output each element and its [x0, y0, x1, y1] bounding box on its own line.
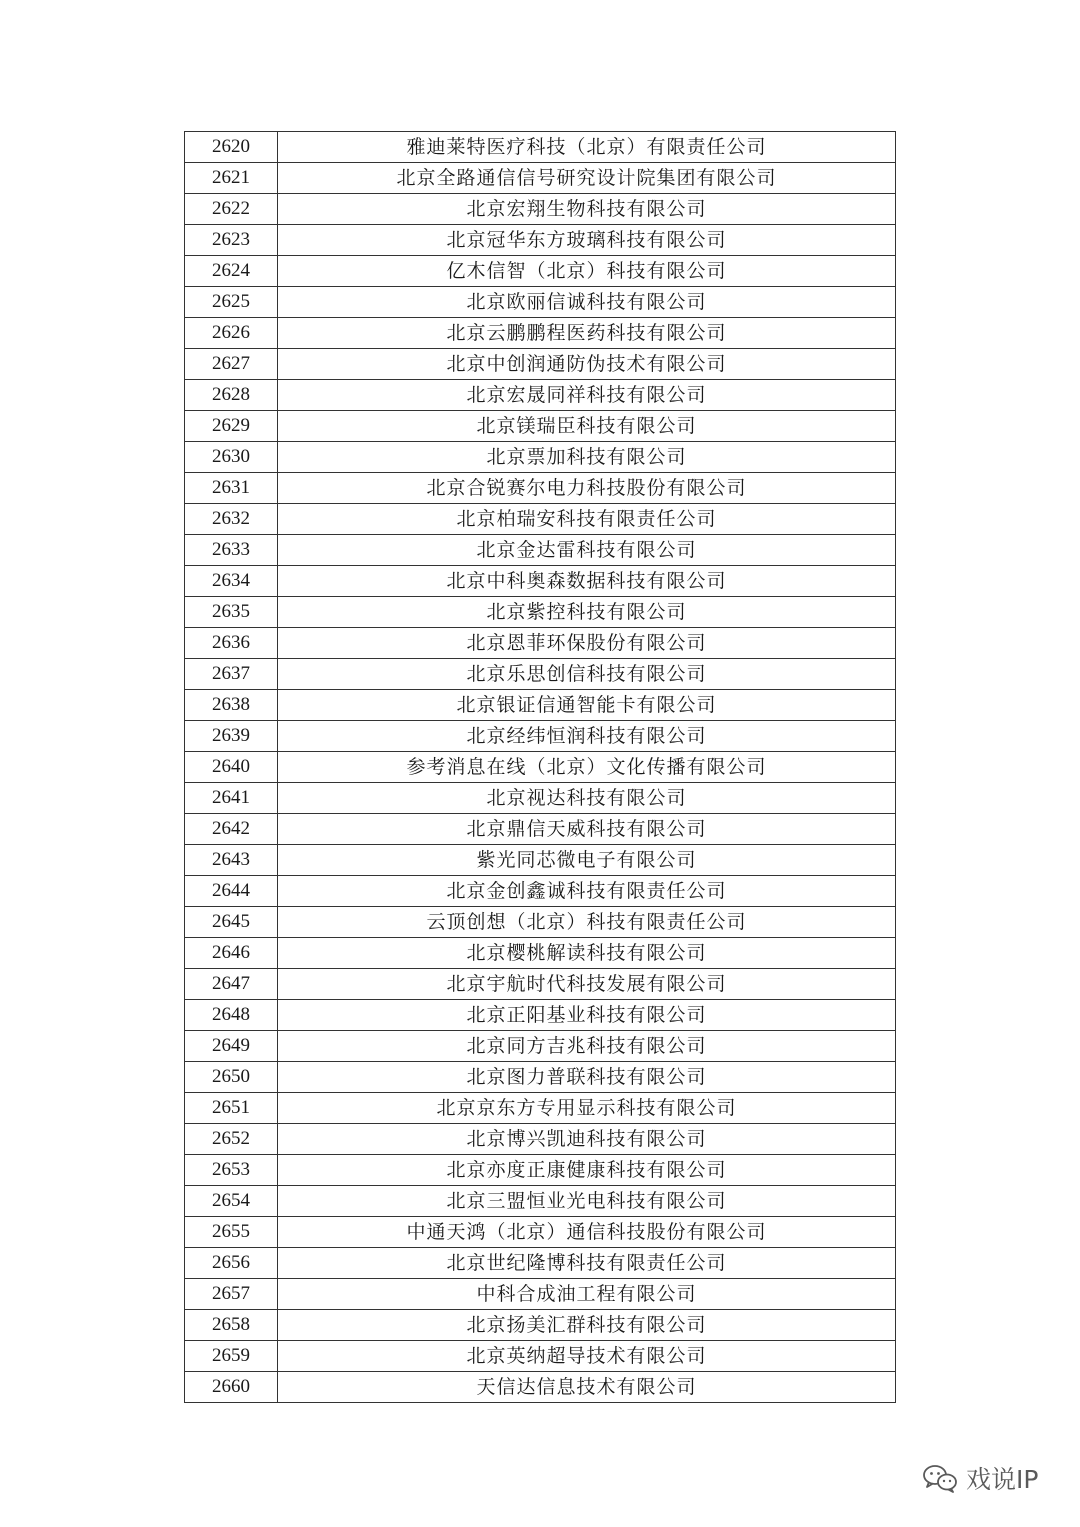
row-number: 2653 [185, 1155, 278, 1186]
row-number: 2641 [185, 783, 278, 814]
company-name: 北京中科奥森数据科技有限公司 [278, 566, 896, 597]
table-row [185, 1093, 896, 1124]
table-row [185, 194, 896, 225]
table-row [185, 969, 896, 1000]
row-number: 2624 [185, 256, 278, 287]
table-row [185, 876, 896, 907]
company-name: 北京博兴凯迪科技有限公司 [278, 1124, 896, 1155]
table-row [185, 752, 896, 783]
row-number: 2628 [185, 380, 278, 411]
company-name: 北京银证信通智能卡有限公司 [278, 690, 896, 721]
row-number: 2621 [185, 163, 278, 194]
company-name: 北京欧丽信诚科技有限公司 [278, 287, 896, 318]
table-row [185, 1341, 896, 1372]
company-name: 参考消息在线（北京）文化传播有限公司 [278, 752, 896, 783]
company-name: 亿木信智（北京）科技有限公司 [278, 256, 896, 287]
table-row [185, 907, 896, 938]
company-name: 北京金创鑫诚科技有限责任公司 [278, 876, 896, 907]
company-name: 北京镁瑞臣科技有限公司 [278, 411, 896, 442]
company-name: 中科合成油工程有限公司 [278, 1279, 896, 1310]
company-name: 北京金达雷科技有限公司 [278, 535, 896, 566]
row-number: 2656 [185, 1248, 278, 1279]
company-name: 北京宇航时代科技发展有限公司 [278, 969, 896, 1000]
company-name: 北京樱桃解读科技有限公司 [278, 938, 896, 969]
company-name: 雅迪莱特医疗科技（北京）有限责任公司 [278, 132, 896, 163]
table-row [185, 721, 896, 752]
company-name: 北京英纳超导技术有限公司 [278, 1341, 896, 1372]
wechat-icon [922, 1463, 958, 1493]
row-number: 2622 [185, 194, 278, 225]
company-name: 北京经纬恒润科技有限公司 [278, 721, 896, 752]
company-name: 北京正阳基业科技有限公司 [278, 1000, 896, 1031]
company-name: 紫光同芯微电子有限公司 [278, 845, 896, 876]
company-name: 北京票加科技有限公司 [278, 442, 896, 473]
company-name: 北京全路通信信号研究设计院集团有限公司 [278, 163, 896, 194]
company-name: 北京合锐赛尔电力科技股份有限公司 [278, 473, 896, 504]
company-name: 北京京东方专用显示科技有限公司 [278, 1093, 896, 1124]
table-row [185, 938, 896, 969]
table-row [185, 287, 896, 318]
table-row [185, 1217, 896, 1248]
row-number: 2654 [185, 1186, 278, 1217]
row-number: 2626 [185, 318, 278, 349]
company-name: 北京同方吉兆科技有限公司 [278, 1031, 896, 1062]
table-row [185, 318, 896, 349]
row-number: 2642 [185, 814, 278, 845]
table-row [185, 597, 896, 628]
company-name: 北京中创润通防伪技术有限公司 [278, 349, 896, 380]
table-row [185, 1124, 896, 1155]
table-row [185, 1000, 896, 1031]
table-row [185, 1031, 896, 1062]
table-row [185, 442, 896, 473]
table-row [185, 1248, 896, 1279]
company-name: 北京鼎信天威科技有限公司 [278, 814, 896, 845]
row-number: 2630 [185, 442, 278, 473]
row-number: 2644 [185, 876, 278, 907]
table-row [185, 1279, 896, 1310]
table-row [185, 225, 896, 256]
company-name: 中通天鸿（北京）通信科技股份有限公司 [278, 1217, 896, 1248]
table-row [185, 845, 896, 876]
row-number: 2659 [185, 1341, 278, 1372]
table-row [185, 1310, 896, 1341]
watermark [922, 1458, 1038, 1498]
company-name: 云顶创想（北京）科技有限责任公司 [278, 907, 896, 938]
row-number: 2640 [185, 752, 278, 783]
company-name: 北京宏晟同祥科技有限公司 [278, 380, 896, 411]
table-row [185, 349, 896, 380]
row-number: 2648 [185, 1000, 278, 1031]
company-table [184, 131, 896, 1403]
table-row [185, 783, 896, 814]
table-row [185, 473, 896, 504]
row-number: 2652 [185, 1124, 278, 1155]
company-name: 北京三盟恒业光电科技有限公司 [278, 1186, 896, 1217]
company-name: 天信达信息技术有限公司 [278, 1372, 896, 1403]
table-row [185, 132, 896, 163]
row-number: 2643 [185, 845, 278, 876]
company-name: 北京世纪隆博科技有限责任公司 [278, 1248, 896, 1279]
row-number: 2650 [185, 1062, 278, 1093]
table-body [185, 132, 896, 1403]
table-row [185, 1062, 896, 1093]
row-number: 2639 [185, 721, 278, 752]
row-number: 2635 [185, 597, 278, 628]
row-number: 2646 [185, 938, 278, 969]
row-number: 2629 [185, 411, 278, 442]
row-number: 2623 [185, 225, 278, 256]
row-number: 2636 [185, 628, 278, 659]
company-name: 北京亦度正康健康科技有限公司 [278, 1155, 896, 1186]
row-number: 2649 [185, 1031, 278, 1062]
row-number: 2620 [185, 132, 278, 163]
row-number: 2633 [185, 535, 278, 566]
row-number: 2655 [185, 1217, 278, 1248]
table-row [185, 1372, 896, 1403]
company-name: 北京乐思创信科技有限公司 [278, 659, 896, 690]
company-name: 北京紫控科技有限公司 [278, 597, 896, 628]
table-row [185, 504, 896, 535]
company-name: 北京视达科技有限公司 [278, 783, 896, 814]
company-name: 北京冠华东方玻璃科技有限公司 [278, 225, 896, 256]
company-name: 北京宏翔生物科技有限公司 [278, 194, 896, 225]
table-row [185, 163, 896, 194]
table-row [185, 535, 896, 566]
company-name: 北京云鹏鹏程医药科技有限公司 [278, 318, 896, 349]
company-name: 北京恩菲环保股份有限公司 [278, 628, 896, 659]
row-number: 2634 [185, 566, 278, 597]
table-row [185, 566, 896, 597]
row-number: 2651 [185, 1093, 278, 1124]
table-row [185, 814, 896, 845]
row-number: 2637 [185, 659, 278, 690]
table-row [185, 1186, 896, 1217]
watermark-text: 戏说IP [966, 1465, 1039, 1494]
row-number: 2631 [185, 473, 278, 504]
row-number: 2645 [185, 907, 278, 938]
row-number: 2660 [185, 1372, 278, 1403]
table-row [185, 1155, 896, 1186]
row-number: 2627 [185, 349, 278, 380]
company-name: 北京柏瑞安科技有限责任公司 [278, 504, 896, 535]
row-number: 2647 [185, 969, 278, 1000]
company-name: 北京扬美汇群科技有限公司 [278, 1310, 896, 1341]
table-row [185, 690, 896, 721]
company-name: 北京图力普联科技有限公司 [278, 1062, 896, 1093]
table-row [185, 411, 896, 442]
row-number: 2657 [185, 1279, 278, 1310]
row-number: 2658 [185, 1310, 278, 1341]
table-row [185, 659, 896, 690]
table-row [185, 628, 896, 659]
row-number: 2625 [185, 287, 278, 318]
row-number: 2638 [185, 690, 278, 721]
table-row [185, 380, 896, 411]
row-number: 2632 [185, 504, 278, 535]
table-row [185, 256, 896, 287]
